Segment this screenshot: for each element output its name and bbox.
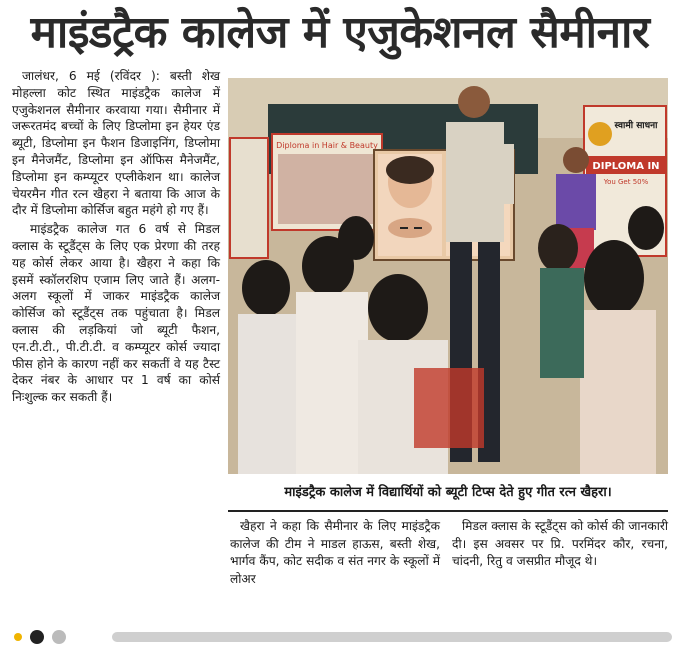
paragraph: माइंडट्रैक कालेज गत 6 वर्ष से मिडल क्लास के स्टूडैंट्स के लिए एक प्रेरणा की तरह यह कोर्स लेकर आया है। खैहरा ने कहा कि इसमें स्कॉलरशिप एजाम लिए जाते हैं। अलग-अलग स्कूलों में जाकर माइंडट्रैक कालेज कोर्सिज को स्टूडैंट्स तक पहुंचाता है। मिडल क्लास की लड़कियां जो ब्यूटी फैशन, एन.टी.टी., पी.टी.टी. व कम्प्यूटर कोर्स ज्यादा फीस होने के कारण नहीं कर सकतीं वे यह टैस्ट देकर नंबर के आधार पर 1 वर्ष का कोर्स निःशुल्क कर सकती हैं। bbox=[12, 222, 220, 405]
article-column-left bbox=[12, 68, 220, 408]
scroll-track[interactable] bbox=[112, 632, 672, 642]
poster-text: Diploma in Hair & Beauty bbox=[276, 141, 378, 150]
page-indicator-dot[interactable] bbox=[14, 633, 22, 641]
page-indicator-dot[interactable] bbox=[30, 630, 44, 644]
headline: माइंडट्रैक कालेज में एजुकेशनल सैमीनार bbox=[30, 7, 650, 58]
paragraph: खैहरा ने कहा कि सैमीनार के लिए माइंडट्रैक कालेज की टीम ने माडल हाऊस, बस्ती शेख, भार्गव कैंप, कोट सदीक व संत नगर के स्कूलों में लोअर bbox=[230, 519, 440, 586]
news-photo bbox=[228, 78, 668, 474]
banner-text: स्वामी साधना bbox=[614, 121, 658, 131]
paragraph: जालंधर, 6 मई (रविंदर ): बस्ती शेख मोहल्ला कोट स्थित माइंडट्रैक कालेज में एजुकेशनल सैमीनार करवाया गया। सैमीनार में जरूरतमंद बच्चों के लिए डिप्लोमा इन हेयर एंड ब्यूटी, डिप्लोमा इन फैशन डिजाइनिंग, डिप्लोमा इन मैनेजमैंट, डिप्लोमा इन ऑफिस मैनेजमैंट, डिप्लोमा इन कम्प्यूटर एप्लीकेशन था। कालेज चेयरमैन गीत रत्न खैहरा ने बताया कि आज के दौर में डिप्लोमा कोर्सिज बहुत महंगे हो गए हैं। bbox=[12, 69, 220, 218]
poster bbox=[230, 138, 268, 258]
article-column-mid bbox=[230, 518, 440, 588]
poster-heading: DIPLOMA IN bbox=[592, 161, 660, 172]
article-column-right bbox=[452, 518, 668, 571]
logo-icon bbox=[588, 122, 612, 146]
page-indicator-dot[interactable] bbox=[52, 630, 66, 644]
photo-caption: माइंडट्रैक कालेज में विद्यार्थियों को ब्यूटी टिप्स देते हुए गीत रत्न खैहरा। bbox=[228, 476, 668, 512]
classroom-scene bbox=[228, 78, 668, 474]
poster-sub: You Get 50% bbox=[603, 178, 649, 186]
paragraph: मिडल क्लास के स्टूडैंट्स को कोर्स की जानकारी दी। इस अवसर पर प्रि. परमिंदर कौर, रचना, चांदनी, रितु व जसप्रीत मौजूद थे। bbox=[452, 519, 668, 568]
